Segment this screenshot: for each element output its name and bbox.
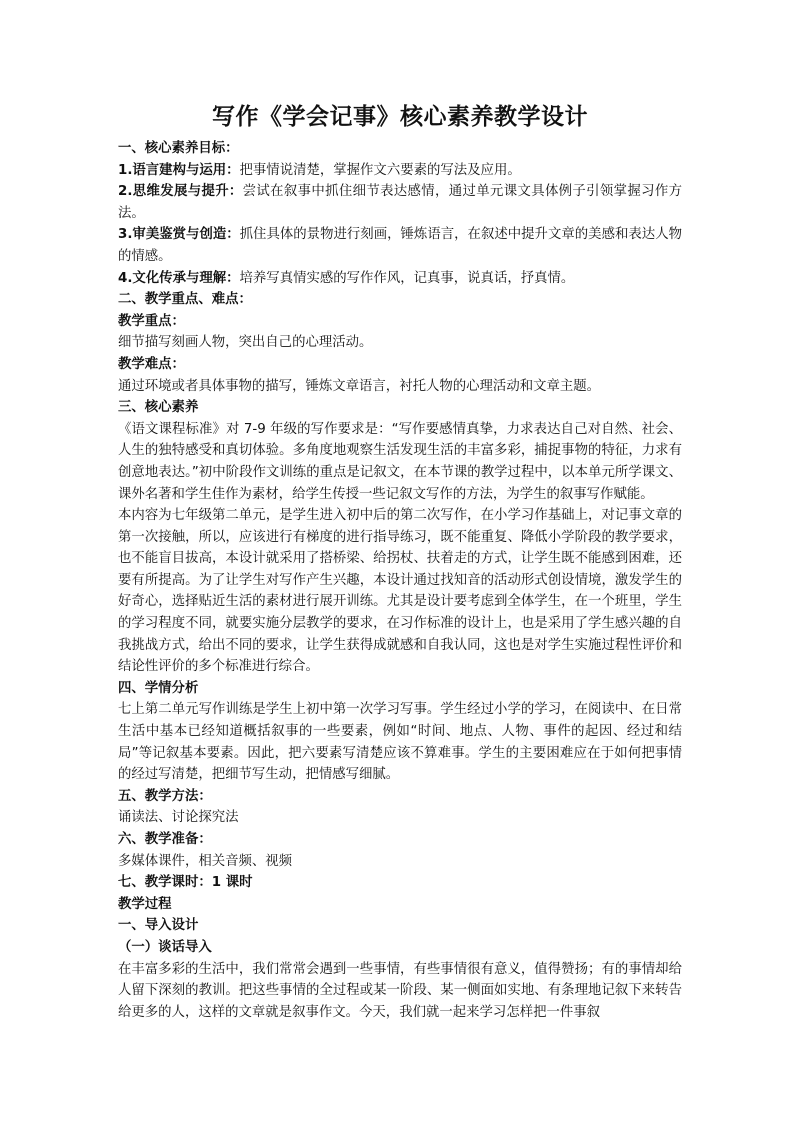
document-title: 写作《学会记事》核心素养教学设计 <box>212 104 588 130</box>
section-heading-analysis: 四、学情分析 <box>118 680 199 696</box>
objective-text: 尝试在叙事中抓住细节表达感情，通过单元课文具体例子引领掌握习作方法。 <box>118 184 682 221</box>
objective-item <box>118 160 682 182</box>
process-subheading-intro: 一、导入设计 <box>118 918 199 934</box>
methods-text: 诵读法、讨论探究法 <box>118 810 239 826</box>
objective-label: 4.文化传承与理解： <box>118 270 240 286</box>
key-point-label: 教学重点： <box>118 313 185 329</box>
section-heading-objectives: 一、核心素养目标： <box>118 141 239 156</box>
section-heading-methods: 五、教学方法： <box>118 788 212 804</box>
class-hours-value: 1 课时 <box>211 875 253 891</box>
objective-item <box>118 181 682 224</box>
difficulty-label: 教学难点： <box>118 356 185 372</box>
preparation-text: 多媒体课件，相关音频、视频 <box>118 853 293 869</box>
objective-label: 1.语言建构与运用： <box>118 162 240 178</box>
objective-item <box>118 224 682 267</box>
section-heading-preparation: 六、教学准备： <box>118 832 212 847</box>
difficulty-text: 通过环境或者具体事物的描写，锤炼文章语言，衬托人物的心理活动和文章主题。 <box>118 378 601 394</box>
section-heading-key-points: 二、教学重点、难点： <box>118 292 252 308</box>
key-point-text: 细节描写刻画人物，突出自己的心理活动。 <box>118 335 373 351</box>
analysis-paragraph: 七上第二单元写作训练是学生上初中第一次学习写事。学生经过小学的学习，在阅读中、在日常生活中基本已经知道概括叙事的一些要素，例如“时间、地点、人物、事件的起因、经过和结局”等记叙基本要素。因此，把六要素写清楚应该不算难事。学生的主要困难应在于如何把事情的经过写清楚，把细节写生动，把情感写细腻。 <box>118 702 682 783</box>
process-subheading-talk: （一）谈话导入 <box>118 939 212 955</box>
section-heading-class-hours: 七、教学课时： <box>118 875 212 891</box>
class-hours-line <box>118 872 682 894</box>
objective-item <box>118 268 682 290</box>
objective-text: 把事情说清楚，掌握作文六要素的写法及应用。 <box>239 162 521 178</box>
document-page <box>118 100 682 1023</box>
objective-label: 3.审美鉴赏与创造： <box>118 227 240 243</box>
literacy-paragraph-1: 《语文课程标准》对 7-9 年级的写作要求是：“写作要感情真挚，力求表达自己对自然、社会、人生的独特感受和真切体验。多角度地观察生活发现生活的丰富多彩，捕捉事物的特征，力求有创意地表达。”初中阶段作文训练的重点是记叙文，在本节课的教学过程中，以本单元所学课文、课外名著和学生佳作为素材，给学生传授一些记叙文写作的方法，为学生的叙事写作赋能。 <box>118 421 682 502</box>
objective-text: 培养写真情实感的写作作风，记真事，说真话，抒真情。 <box>239 270 575 286</box>
process-heading: 教学过程 <box>118 896 172 912</box>
objective-label: 2.思维发展与提升： <box>118 184 243 200</box>
process-paragraph: 在丰富多彩的生活中，我们常常会遇到一些事情，有些事情很有意义，值得赞扬；有的事情却给人留下深刻的教训。把这些事情的全过程或某一阶段、某一侧面如实地、有条理地记叙下来转告给更多的人，这样的文章就是叙事作文。今天，我们就一起来学习怎样把一件事叙 <box>118 961 682 1020</box>
section-heading-literacy: 三、核心素养 <box>118 400 199 416</box>
literacy-paragraph-2: 本内容为七年级第二单元，是学生进入初中后的第二次写作，在小学习作基础上，对记事文章的第一次接触，所以，应该进行有梯度的进行指导练习，既不能重复、降低小学阶段的教学要求，也不能盲目拔高，本设计就采用了搭桥梁、给拐杖、扶着走的方式，让学生既不能感到困难，还要有所提高。为了让学生对写作产生兴趣，本设计通过找知音的活动形式创设情境，激发学生的好奇心，选择贴近生活的素材进行展开训练。尤其是设计要考虑到全体学生，在一个班里，学生的学习程度不同，就要实施分层教学的要求，在习作标准的设计上，也是采用了学生感兴趣的自我挑战方式，给出不同的要求，让学生获得成就感和自我认同，这也是对学生实施过程性评价和结论性评价的多个标准进行综合。 <box>118 508 682 675</box>
objective-text: 抓住具体的景物进行刻画，锤炼语言，在叙述中提升文章的美感和表达人物的情感。 <box>118 227 682 264</box>
